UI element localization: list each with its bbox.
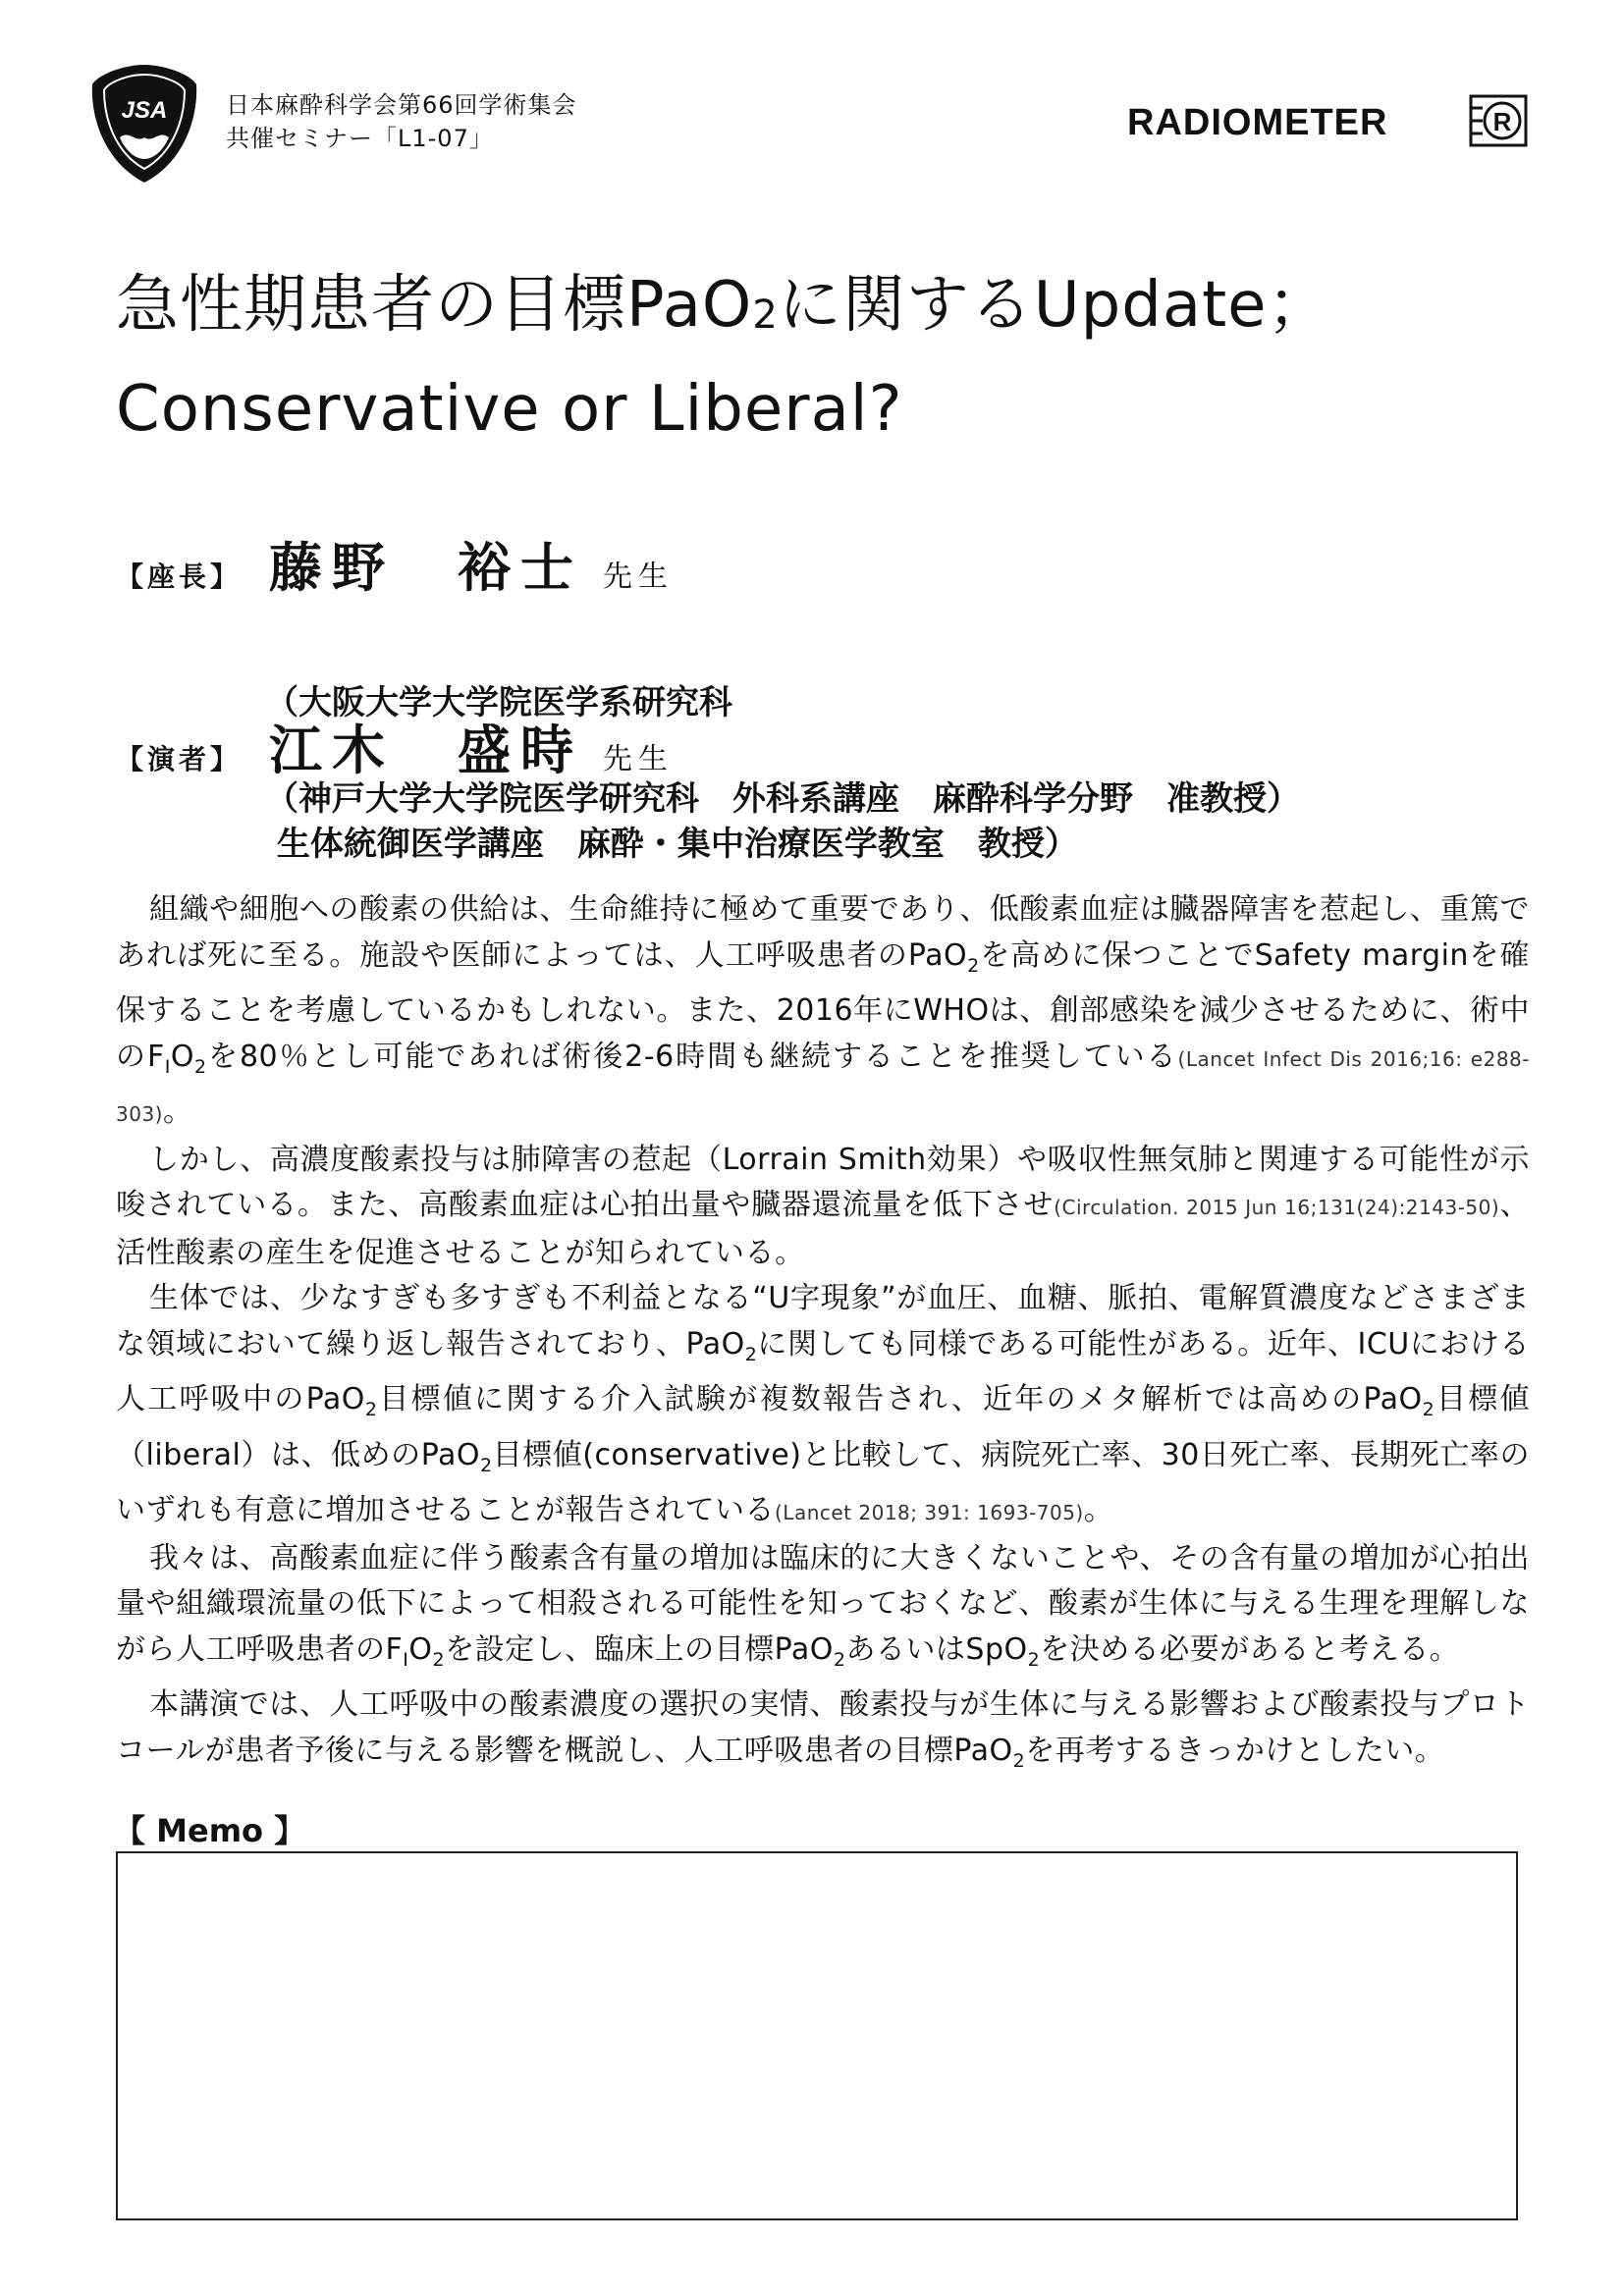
abstract-paragraph: しかし、高濃度酸素投与は肺障害の惹起（Lorrain Smith効果）や吸収性無気肺と関連する可能性が示唆されている。また、高酸素血症は心拍出量や臓器還流量を低下させ(Circulation. 2015 Jun 16;131(24):2143-50)、活性酸素の産生を促進させることが知られている。 [116,1142,1531,1270]
speaker-honorific: 先生 [603,742,674,776]
brand-name: RADIOMETER [1127,102,1388,143]
abstract-paragraph: 生体では、少なすぎも多すぎも不利益となる“U字現象”が血圧、血糖、脈拍、電解質濃度などさまざまな領域において繰り返し報告されており、PaO$_2$に関しても同様である可能性がある。近年、ICUにおける人工呼吸中のPaO$_2$目標値に関する介入試験が複数報告され、近年のメタ解析では高めのPaO$_2$目標値（liberal）は、低めのPaO$_2$目標値(conservative)と比較して、病院死亡率、30日死亡率、長期死亡率のいずれも有意に増加させることが報告されている(Lancet 2018; 391: 1693-705)。 [116,1281,1530,1527]
event-info [226,88,577,155]
reference: (Circulation. 2015 Jun 16;131(24):2143-50) [1054,1196,1500,1219]
chair-role-label: 【座長】 [116,561,243,593]
title-subscript: 2 [752,293,779,338]
event-title: 日本麻酔科学会第66回学術集会 [226,91,577,119]
header-left [86,61,774,188]
speaker-name: 江木 盛時 [269,720,583,781]
title-line2: Conservative or Liberal? [116,373,903,446]
title-line1 [116,257,1549,361]
jsa-logo [86,61,202,187]
chair-affiliation-line2: 生体統御医学講座 麻酔・集中治療医学教室 教授） [265,825,1078,864]
speaker-role-label: 【演者】 [116,743,243,775]
abstract-paragraph: 我々は、高酸素血症に伴う酸素含有量の増加は臨床的に大きくないことや、その含有量の増加が心拍出量や組織環流量の低下によって相殺される可能性を知っておくなど、酸素が生体に与える生理を理解しながら人工呼吸患者の$F_IO_2$を設定し、臨床上の目標PaO$_2$あるいはSpO$_2$を決める必要があると考える。 [116,1540,1530,1671]
reference: (Lancet 2018; 391: 1693-705) [775,1501,1084,1524]
memo-label: 【 Memo 】 [114,1812,306,1849]
abstract-paragraph: 組織や細胞への酸素の供給は、生命維持に極めて重要であり、低酸素血症は臓器障害を惹起し、重篤であれば死に至る。施設や医師によっては、人工呼吸患者のPaO$_2$を高めに保つことでSafety marginを確保することを考慮しているかもしれない。また、2016年にWHOは、創部感染を減少させるために、術中の$F_IO_2$を80％とし可能であれば術後2-6時間も継続することを推奨している(Lancet Infect Dis 2016;16: e288-303)。 [116,892,1530,1129]
chair-honorific: 先生 [603,560,674,594]
reference: (Lancet Infect Dis 2016;16: e288-303) [116,1046,1530,1126]
abstract [116,887,1530,1784]
seminar-code: 共催セミナー「L1-07」 [226,125,494,152]
title-part2: に関するUpdate； [778,269,1331,342]
logo-text: JSA [121,97,168,124]
chair-name: 藤野 裕士 [269,537,583,599]
radiometer-logo-icon [1469,94,1528,147]
brand-mark-letter: R [1492,107,1512,136]
page-title [116,257,1549,457]
title-part1: 急性期患者の目標PaO [116,269,753,342]
speaker-row [116,709,674,784]
abstract-paragraph: 本講演では、人工呼吸中の酸素濃度の選択の実情、酸素投与が生体に与える影響および酸素投与プロトコールが患者予後に与える影響を概説し、人工呼吸患者の目標PaO$_2$を再考するきっかけとしたい。 [116,1687,1530,1772]
memo-box[interactable] [116,1851,1518,2220]
speaker-affiliation: （神戸大学大学院医学研究科 外科系講座 麻酔科学分野 准教授） [265,779,1300,819]
chair-affiliation-line1: （大阪大学大学院医学系研究科 [265,683,732,722]
